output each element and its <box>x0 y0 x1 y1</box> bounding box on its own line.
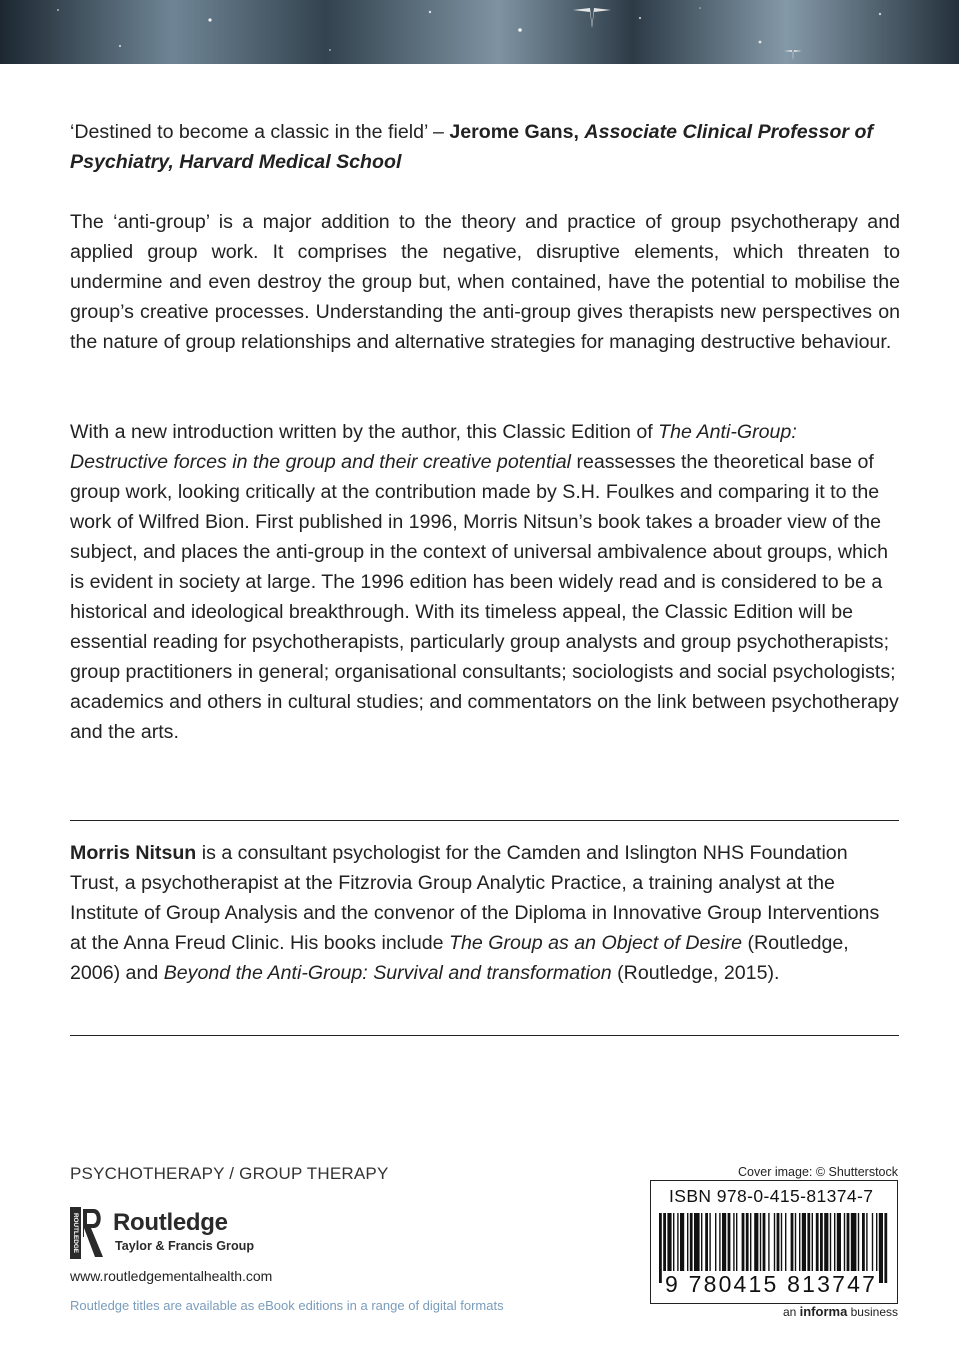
bio-book-1: The Group as an Object of Desire <box>449 932 742 954</box>
barcode-bar <box>879 1213 883 1283</box>
divider-bottom <box>70 1035 899 1036</box>
informa-brand: informa <box>799 1304 848 1319</box>
endorsement-quote <box>70 117 900 177</box>
bio-book-2: Beyond the Anti-Group: Survival and transformation <box>163 962 612 984</box>
isbn-barcode-box <box>650 1180 898 1304</box>
divider-top <box>70 820 899 821</box>
star-field <box>0 0 959 64</box>
subject-category: PSYCHOTHERAPY / GROUP THERAPY <box>70 1164 389 1183</box>
routledge-logo <box>70 1207 270 1259</box>
description-paragraph-1: The ‘anti-group’ is a major addition to the theory and practice of group psychotherapy and applied group work. It comprises the negative, disruptive elements, which threaten to undermine and even destroy the group but, when contained, have the potential to mobilise the group’s creative processes. Understanding the anti-group gives therapists new perspectives on the nature of group relationships and alternative strategies for managing destructive behaviour. <box>70 211 900 353</box>
quote-text: ‘Destined to become a classic in the field’ – <box>70 121 450 143</box>
paragraph2-body: reassesses the theoretical base of group work, looking critically at the contribution made by S.H. Foulkes and comparing it to the work of Wilfred Bion. First published in 1996, Morris Nitsun’s book takes a broader view of the subject, and places the anti-group in the context of universal ambivalence about groups, which is evident in society at large. The 1996 edition has been widely read and is considered to be a historical and ideological breakthrough. With its timeless appeal, the Classic Edition will be essential reading for psychotherapists, particularly group analysts and group psychotherapists; group practitioners in general; organisational consultants; sociologists and social psychologists; academics and others in cultural studies; and commentators on the link between psychotherapy and the arts. <box>70 451 899 743</box>
publisher-name: Routledge <box>113 1209 228 1236</box>
starfield-banner <box>0 0 959 64</box>
isbn-digits: 9 780415 813747 <box>665 1271 878 1297</box>
routledge-r-icon <box>70 1207 104 1259</box>
barcode-bar <box>659 1213 662 1283</box>
book-title: The Anti-Group: Destructive forces in the group and their creative potential <box>70 421 797 473</box>
bio-text-1: is a consultant psychologist for the Camden and Islington NHS Foundation Trust, a psychotherapist at the Fitzrovia Group Analytic Practice, a training analyst at the Institute of Group Analysis and the convenor of the Diploma in Innovative Group Interventions at the Anna Freud Clinic. His books include <box>70 842 880 954</box>
quote-author: Jerome Gans, <box>449 121 585 143</box>
informa-suffix: business <box>847 1305 898 1319</box>
ebook-note: Routledge titles are available as eBook editions in a range of digital formats <box>70 1298 504 1313</box>
author-bio <box>70 838 900 988</box>
quote-author-title: Associate Clinical Professor of Psychiatry, Harvard Medical School <box>70 121 873 173</box>
isbn-label: ISBN 978-0-415-81374-7 <box>669 1186 874 1206</box>
description-paragraph-2 <box>70 417 900 747</box>
informa-prefix: an <box>782 1305 800 1319</box>
paragraph2-intro: With a new introduction written by the author, this Classic Edition of <box>70 421 659 443</box>
logo-mark-text: ROUTLEDGE <box>72 1212 79 1254</box>
informa-tagline <box>700 1304 898 1319</box>
cover-credit: Cover image: © Shutterstock <box>738 1165 898 1179</box>
barcode-bar <box>884 1213 887 1283</box>
bio-text-3: (Routledge, 2015). <box>611 962 780 984</box>
publisher-group: Taylor & Francis Group <box>115 1239 255 1253</box>
author-name: Morris Nitsun <box>70 842 197 864</box>
publisher-url[interactable]: www.routledgementalhealth.com <box>70 1268 273 1284</box>
bio-text-2: (Routledge, 2006) and <box>70 932 849 984</box>
